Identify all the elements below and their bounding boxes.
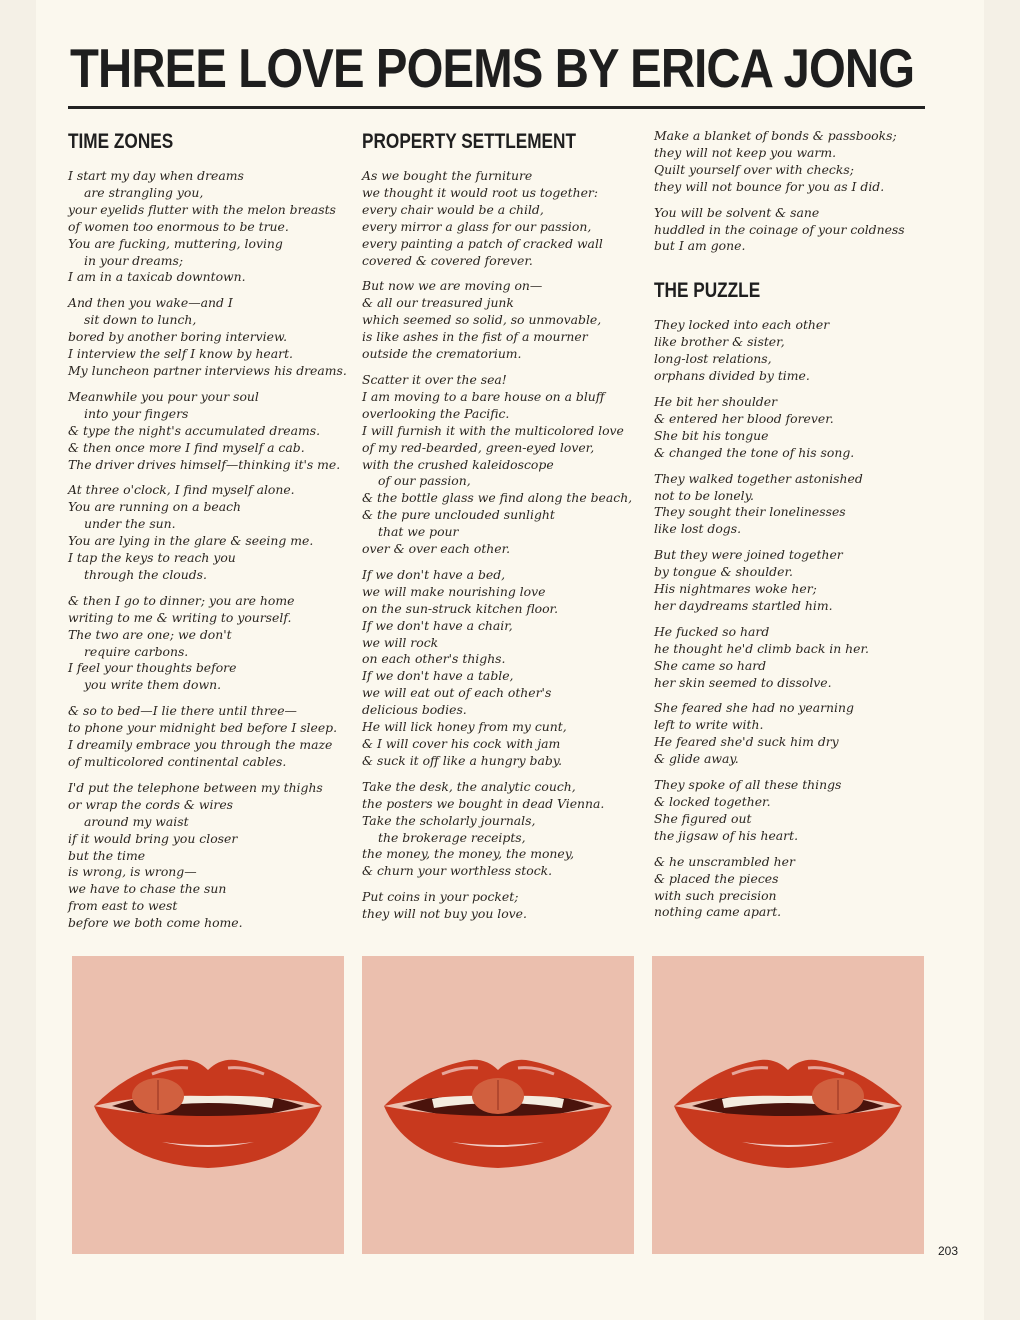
- poem-line: through the clouds.: [84, 566, 207, 582]
- poem-line: If we don't have a bed,: [362, 566, 506, 582]
- poem-line: orphans divided by time.: [654, 368, 810, 384]
- lips-tongue-left-illustration: [72, 956, 344, 1254]
- poem-line: & the pure unclouded sunlight: [362, 507, 555, 523]
- column-2: [362, 128, 652, 932]
- poem-line: left to write with.: [654, 717, 764, 733]
- poem-line: but I am gone.: [654, 238, 746, 254]
- poem-line: & glide away.: [654, 751, 739, 767]
- poem-line: he thought he'd climb back in her.: [654, 640, 869, 656]
- poem-line: is wrong, is wrong—: [68, 864, 197, 880]
- poem-line: & then I go to dinner; you are home: [68, 592, 295, 608]
- poem-line: you write them down.: [84, 677, 222, 693]
- poem-line: that we pour: [378, 524, 459, 540]
- poem-line: sit down to lunch,: [84, 312, 197, 328]
- lips-tongue-center-illustration: [362, 956, 634, 1254]
- poem-line: & locked together.: [654, 794, 771, 809]
- poem-line: they will not buy you love.: [362, 906, 527, 922]
- poem-line: on the sun-struck kitchen floor.: [362, 600, 559, 616]
- poem-stanza: [654, 205, 944, 256]
- poem-stanza: [362, 779, 652, 880]
- poem-line: before we both come home.: [68, 915, 243, 931]
- poem-stanza: [654, 624, 944, 692]
- poem-line: I will furnish it with the multicolored love: [362, 422, 624, 438]
- poem-line: You are fucking, muttering, loving: [68, 235, 283, 251]
- poem-line: of women too enormous to be true.: [68, 218, 289, 234]
- poem-line: The driver drives himself—thinking it's me.: [68, 456, 341, 472]
- poem-line: with the crushed kaleidoscope: [362, 456, 554, 472]
- poem-line: He will lick honey from my cunt,: [362, 719, 567, 735]
- title-rule: [68, 106, 925, 109]
- poem-line: Meanwhile you pour your soul: [68, 388, 259, 404]
- poem-line: over & over each other.: [362, 541, 511, 557]
- poem-line: I feel your thoughts before: [68, 660, 237, 676]
- poem-line: of my red-bearded, green-eyed lover,: [362, 439, 595, 455]
- poem-stanza: [68, 389, 358, 474]
- poem-stanza: [68, 295, 358, 380]
- poem-line: not to be lonely.: [654, 487, 754, 503]
- illustration-strip: [72, 956, 924, 1254]
- poem-heading: PROPERTY SETTLEMENT: [362, 130, 577, 153]
- poem-line: I am in a taxicab downtown.: [68, 269, 246, 285]
- poem-line: which seemed so solid, so unmovable,: [362, 312, 602, 328]
- poem-line: we thought it would root us together:: [362, 184, 598, 200]
- poem-stanza: [68, 168, 358, 286]
- page-title: THREE LOVE POEMS BY ERICA JONG: [70, 37, 915, 99]
- poem-line: huddled in the coinage of your coldness: [654, 221, 905, 237]
- poem-line: & suck it off like a hungry baby.: [362, 752, 563, 768]
- poem-line: the money, the money, the money,: [362, 846, 575, 862]
- poem-line: But they were joined together: [654, 547, 843, 563]
- poem-stanza: [654, 471, 944, 539]
- poem-line: they will not keep you warm.: [654, 144, 837, 160]
- poem-line: we will rock: [362, 634, 439, 650]
- poem-stanza: [362, 889, 652, 923]
- poem-line: the posters we bought in dead Vienna.: [362, 795, 605, 811]
- poem-stanza: [68, 780, 358, 932]
- poem-line: into your fingers: [84, 405, 189, 421]
- poem-line: like lost dogs.: [654, 521, 742, 537]
- poem-stanza: [362, 567, 652, 770]
- lips-tongue-right-illustration: [652, 956, 924, 1254]
- poem-line: in your dreams;: [84, 252, 184, 268]
- poem-line: They walked together astonished: [654, 470, 863, 486]
- poem-line: nothing came apart.: [654, 904, 782, 920]
- poem-line: I'd put the telephone between my thighs: [68, 779, 323, 795]
- poem-line: Quilt yourself over with checks;: [654, 161, 854, 177]
- poem-line: They spoke of all these things: [654, 777, 842, 793]
- poem-line: the brokerage receipts,: [378, 829, 526, 845]
- poem-line: If we don't have a chair,: [362, 617, 513, 633]
- poem-stanza: [654, 854, 944, 922]
- illustration-panel-3: [652, 956, 924, 1254]
- poem-line: His nightmares woke her;: [654, 581, 817, 597]
- poem-line: You are running on a beach: [68, 499, 242, 515]
- poem-line: & placed the pieces: [654, 870, 779, 886]
- poem-line: I start my day when dreams: [68, 168, 244, 183]
- poem-stanza: [654, 777, 944, 845]
- poem-line: the jigsaw of his heart.: [654, 827, 799, 843]
- poem-line: on each other's thighs.: [362, 651, 506, 667]
- poem-line: or wrap the cords & wires: [68, 796, 234, 812]
- poem-line: every painting a patch of cracked wall: [362, 235, 603, 251]
- poem-stanza: [362, 168, 652, 269]
- poem-line: of our passion,: [378, 473, 471, 489]
- poem-line: every chair would be a child,: [362, 201, 544, 217]
- poem-line: are strangling you,: [84, 184, 204, 200]
- poem-line: Make a blanket of bonds & passbooks;: [654, 128, 897, 143]
- poem-stanza: [362, 372, 652, 558]
- poem-line: delicious bodies.: [362, 702, 467, 718]
- poem-line: I interview the self I know by heart.: [68, 346, 293, 362]
- poem-line: overlooking the Pacific.: [362, 405, 510, 421]
- poem-line: Take the desk, the analytic couch,: [362, 778, 576, 794]
- poem-line: I am moving to a bare house on a bluff: [362, 388, 605, 404]
- poem-line: He feared she'd suck him dry: [654, 734, 839, 750]
- poem-stanza: [362, 278, 652, 363]
- poem-line: But now we are moving on—: [362, 278, 543, 294]
- poem-line: with such precision: [654, 887, 777, 903]
- poem-line: If we don't have a table,: [362, 668, 514, 684]
- poem-line: to phone your midnight bed before I sleep.: [68, 720, 338, 736]
- poem-line: My luncheon partner interviews his dreams.: [68, 362, 347, 378]
- poem-stanza: [654, 547, 944, 615]
- poem-stanza: [654, 128, 944, 196]
- poem-line: her skin seemed to dissolve.: [654, 674, 832, 690]
- poem-line: Put coins in your pocket;: [362, 889, 519, 905]
- poem-line: And then you wake—and I: [68, 295, 233, 311]
- poem-line: outside the crematorium.: [362, 346, 522, 362]
- poem-line: like brother & sister,: [654, 334, 785, 350]
- poem-line: & the bottle glass we find along the beach,: [362, 490, 633, 506]
- poem-line: Scatter it over the sea!: [362, 371, 507, 387]
- poem-stanza: [654, 317, 944, 385]
- poem-line: & all our treasured junk: [362, 295, 514, 311]
- poem-line: She feared she had no yearning: [654, 700, 854, 716]
- poem-line: your eyelids flutter with the melon breasts: [68, 201, 336, 217]
- poem-line: from east to west: [68, 898, 178, 914]
- poem-line: You are lying in the glare & seeing me.: [68, 533, 314, 549]
- poem-line: but the time: [68, 847, 146, 863]
- poem-stanza: [68, 593, 358, 694]
- poem-line: is like ashes in the fist of a mourner: [362, 329, 588, 345]
- poem-line: & then once more I find myself a cab.: [68, 439, 305, 455]
- poem-line: bored by another boring interview.: [68, 329, 288, 345]
- poem-line: He bit her shoulder: [654, 393, 777, 409]
- poem-stanza: [68, 482, 358, 583]
- poem-line: we will eat out of each other's: [362, 685, 552, 701]
- poem-line: As we bought the furniture: [362, 168, 533, 183]
- poem-line: Take the scholarly journals,: [362, 812, 536, 828]
- poem-line: & type the night's accumulated dreams.: [68, 422, 321, 438]
- poem-line: every mirror a glass for our passion,: [362, 218, 592, 234]
- poem-line: we will make nourishing love: [362, 583, 546, 599]
- poem-line: under the sun.: [84, 516, 176, 532]
- page-number: 203: [938, 1244, 959, 1258]
- poem-heading: TIME ZONES: [68, 130, 174, 153]
- poem-line: They sought their lonelinesses: [654, 504, 846, 520]
- poem-line: by tongue & shoulder.: [654, 564, 793, 580]
- poem-line: & he unscrambled her: [654, 853, 795, 869]
- column-1: [68, 128, 358, 941]
- poem-line: The two are one; we don't: [68, 626, 232, 642]
- poem-line: They locked into each other: [654, 317, 830, 333]
- poem-line: of multicolored continental cables.: [68, 754, 287, 769]
- poem-line: She figured out: [654, 810, 752, 826]
- poem-line: At three o'clock, I find myself alone.: [68, 482, 295, 498]
- illustration-panel-2: [362, 956, 634, 1254]
- poem-line: & I will cover his cock with jam: [362, 736, 561, 751]
- poem-stanza: [68, 703, 358, 771]
- poem-line: her daydreams startled him.: [654, 597, 833, 613]
- poem-line: they will not bounce for you as I did.: [654, 178, 885, 194]
- poem-line: long-lost relations,: [654, 351, 772, 367]
- poem-stanza: [654, 700, 944, 768]
- poem-line: She came so hard: [654, 657, 767, 673]
- poem-line: require carbons.: [84, 643, 189, 659]
- poem-heading: THE PUZZLE: [654, 279, 761, 303]
- poem-line: around my waist: [84, 813, 189, 829]
- poem-line: I dreamily embrace you through the maze: [68, 737, 333, 753]
- poem-line: & entered her blood forever.: [654, 410, 834, 426]
- poem-line: we have to chase the sun: [68, 881, 227, 897]
- poem-line: writing to me & writing to yourself.: [68, 609, 292, 625]
- poem-line: & churn your worthless stock.: [362, 863, 553, 879]
- poem-stanza: [654, 394, 944, 462]
- poem-line: I tap the keys to reach you: [68, 550, 236, 566]
- poem-line: & changed the tone of his song.: [654, 444, 855, 460]
- poem-line: You will be solvent & sane: [654, 204, 820, 220]
- poem-line: He fucked so hard: [654, 623, 770, 639]
- illustration-panel-1: [72, 956, 344, 1254]
- poem-line: She bit his tongue: [654, 427, 769, 443]
- poem-line: & so to bed—I lie there until three—: [68, 703, 297, 719]
- poem-line: covered & covered forever.: [362, 252, 533, 268]
- poem-line: if it would bring you closer: [68, 830, 238, 846]
- column-3: [654, 128, 944, 930]
